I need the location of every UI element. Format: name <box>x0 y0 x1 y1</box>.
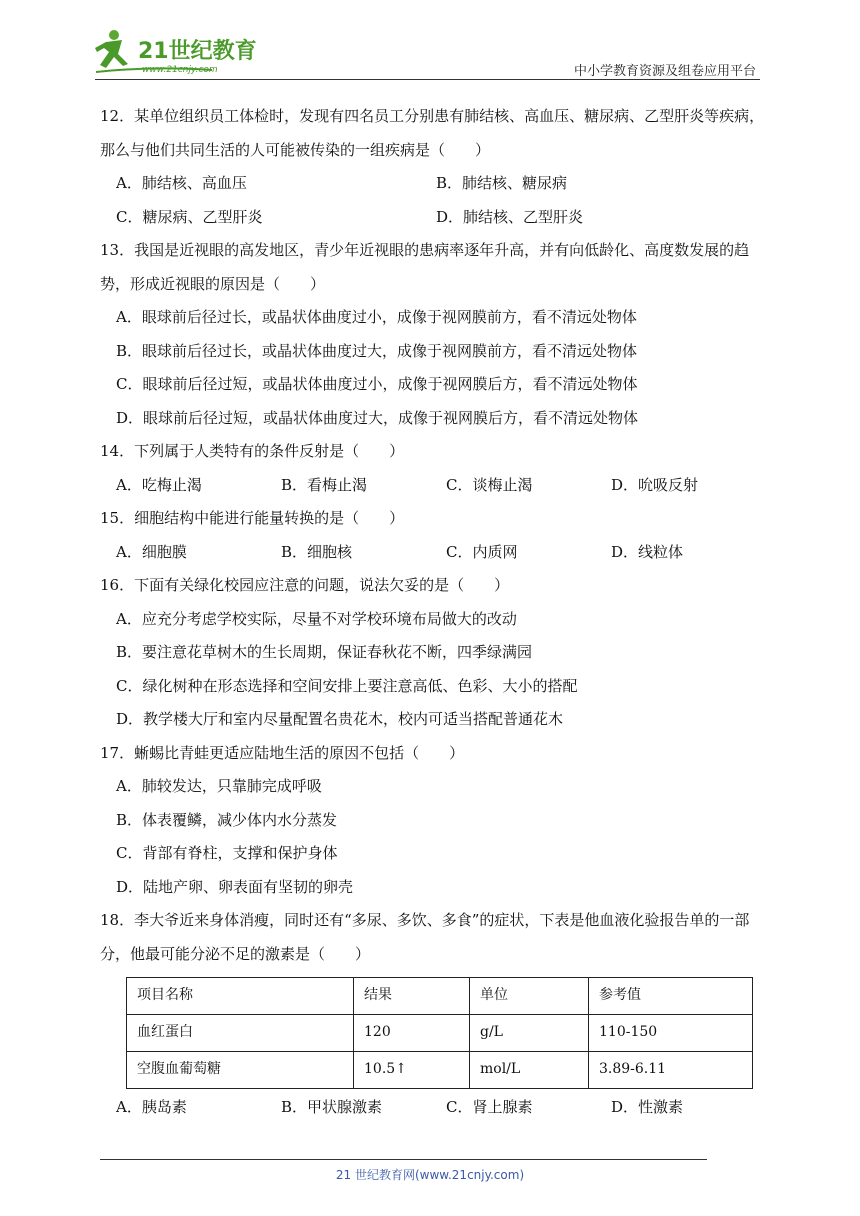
option-d[interactable]: D．陆地产卵、卵表面有坚韧的卵壳 <box>116 877 354 896</box>
footer-divider <box>100 1159 707 1160</box>
table-cell: 3.89-6.11 <box>589 1052 753 1089</box>
footer-link[interactable]: 21 世纪教育网(www.21cnjy.com) <box>335 1168 525 1182</box>
option-c[interactable]: C．糖尿病、乙型肝炎 <box>116 207 263 226</box>
question-13 <box>100 234 765 435</box>
option-b[interactable]: B．细胞核 <box>281 542 353 561</box>
option-c[interactable]: C．绿化树种在形态选择和空间安排上要注意高低、色彩、大小的搭配 <box>116 676 578 695</box>
option-d[interactable]: D．肺结核、乙型肝炎 <box>436 207 584 226</box>
table-header: 单位 <box>470 978 589 1015</box>
option-d[interactable]: D．性激素 <box>611 1098 684 1116</box>
option-d[interactable]: D．线粒体 <box>611 542 684 561</box>
question-18 <box>100 904 765 1125</box>
option-a[interactable]: A．应充分考虑学校实际，尽量不对学校环境布局做大的改动 <box>116 609 517 628</box>
option-b[interactable]: B．肺结核、糖尿病 <box>436 174 568 192</box>
svg-text:21世纪教育: 21世纪教育 <box>138 39 257 64</box>
option-a[interactable]: A．细胞膜 <box>116 542 187 561</box>
option-a[interactable]: A．眼球前后径过长，或晶状体曲度过小，成像于视网膜前方，看不清远处物体 <box>116 308 637 326</box>
question-stem: 12．某单位组织员工体检时，发现有四名员工分别患有肺结核、高血压、糖尿病、乙型肝炎等疾病，那么与他们共同生活的人可能被传染的一组疾病是（ ） <box>100 107 765 159</box>
table-header-row <box>127 978 753 1015</box>
option-b[interactable]: B．看梅止渴 <box>281 475 368 494</box>
option-a[interactable]: A．肺结核、高血压 <box>116 174 247 192</box>
page-header <box>0 0 860 80</box>
option-row <box>100 167 765 201</box>
table-row <box>127 1015 753 1052</box>
option-b[interactable]: B．眼球前后径过长，或晶状体曲度过大，成像于视网膜前方，看不清远处物体 <box>116 341 638 360</box>
question-stem: 16．下面有关绿化校园应注意的问题，说法欠妥的是（ ） <box>100 576 510 594</box>
option-c[interactable]: C．肾上腺素 <box>446 1098 533 1116</box>
option-d[interactable]: D．教学楼大厅和室内尽量配置名贵花木，校内可适当搭配普通花木 <box>116 710 564 728</box>
question-14 <box>100 435 765 502</box>
option-row <box>100 1091 765 1125</box>
header-divider <box>95 79 760 80</box>
question-16 <box>100 569 765 737</box>
table-cell: 血红蛋白 <box>127 1015 354 1052</box>
svg-text:www.21cnjy.com: www.21cnjy.com <box>142 65 218 75</box>
table-cell: 120 <box>354 1015 470 1052</box>
question-stem: 14．下列属于人类特有的条件反射是（ ） <box>100 442 405 460</box>
table-header: 参考值 <box>589 978 753 1015</box>
platform-name: 中小学教育资源及组卷应用平台 <box>573 64 756 79</box>
site-logo[interactable] <box>92 28 262 78</box>
option-c[interactable]: C．内质网 <box>446 542 518 561</box>
table-cell: 空腹血葡萄糖 <box>127 1052 354 1089</box>
table-cell: 10.5↑ <box>354 1052 470 1089</box>
option-b[interactable]: B．要注意花草树木的生长周期，保证春秋花不断，四季绿满园 <box>116 643 533 661</box>
option-a[interactable]: A．吃梅止渴 <box>116 475 202 494</box>
option-a[interactable]: A．胰岛素 <box>116 1098 187 1116</box>
option-row <box>100 469 765 503</box>
option-b[interactable]: B．甲状腺激素 <box>281 1098 383 1116</box>
option-a[interactable]: A．肺较发达，只靠肺完成呼吸 <box>116 777 322 795</box>
option-b[interactable]: B．体表覆鳞，减少体内水分蒸发 <box>116 810 338 829</box>
table-header: 结果 <box>354 978 470 1015</box>
question-17 <box>100 737 765 905</box>
question-stem: 15．细胞结构中能进行能量转换的是（ ） <box>100 509 405 527</box>
runner-logo-icon <box>92 28 262 78</box>
table-header: 项目名称 <box>127 978 354 1015</box>
table-row <box>127 1052 753 1089</box>
option-d[interactable]: D．眼球前后径过短，或晶状体曲度过大，成像于视网膜后方，看不清远处物体 <box>116 408 639 427</box>
table-cell: mol/L <box>470 1052 589 1089</box>
option-row <box>100 536 765 570</box>
question-stem: 13．我国是近视眼的高发地区，青少年近视眼的患病率逐年升高，并有向低龄化、高度数发展的趋势，形成近视眼的原因是（ ） <box>100 241 750 293</box>
option-c[interactable]: C．眼球前后径过短，或晶状体曲度过小，成像于视网膜后方，看不清远处物体 <box>116 375 638 393</box>
table-cell: g/L <box>470 1015 589 1052</box>
option-c[interactable]: C．背部有脊柱，支撑和保护身体 <box>116 844 338 862</box>
option-c[interactable]: C．谈梅止渴 <box>446 475 533 494</box>
option-row <box>100 201 765 235</box>
question-list <box>100 100 765 1125</box>
question-stem: 18．李大爷近来身体消瘦，同时还有“多尿、多饮、多食”的症状，下表是他血液化验报告单的一部分，他最可能分泌不足的激素是（ ） <box>100 911 750 963</box>
table-cell: 110-150 <box>589 1015 753 1052</box>
question-12 <box>100 100 765 234</box>
option-d[interactable]: D．吮吸反射 <box>611 475 699 494</box>
blood-test-table <box>126 977 753 1089</box>
question-15 <box>100 502 765 569</box>
question-stem: 17．蜥蜴比青蛙更适应陆地生活的原因不包括（ ） <box>100 743 465 762</box>
